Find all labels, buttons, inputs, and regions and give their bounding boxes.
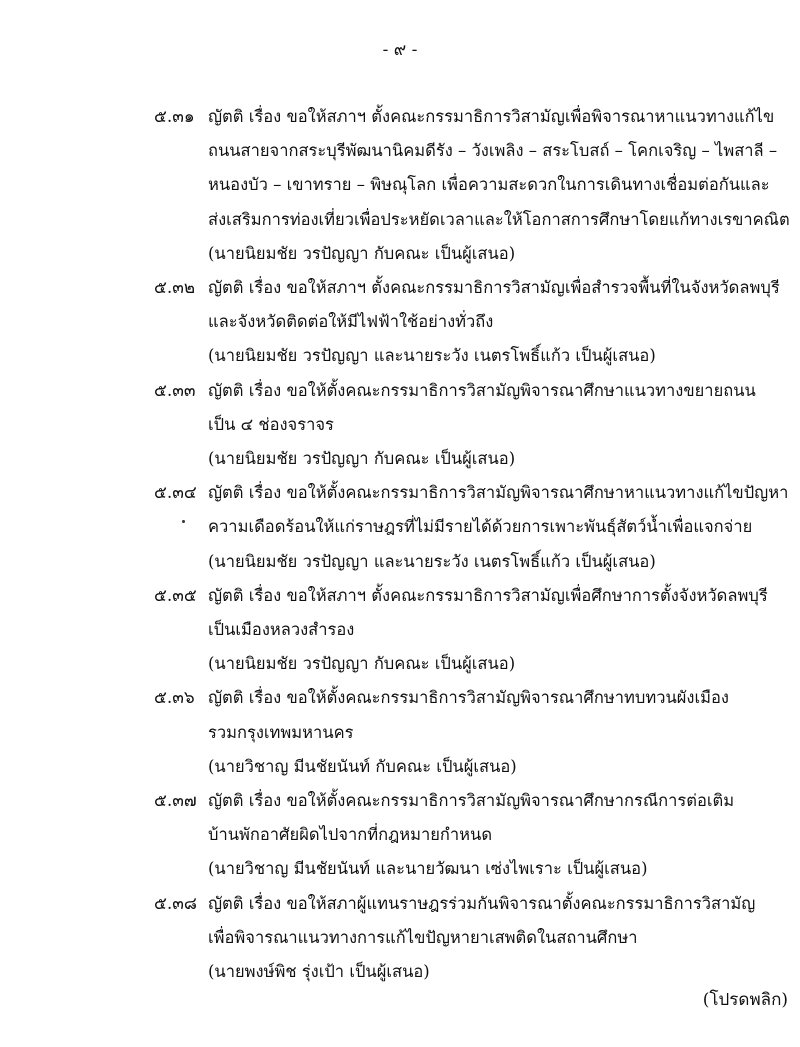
motion-text-line: ญัตติ เรื่อง ขอให้ตั้งคณะกรรมาธิการวิสามัญพิจารณาศึกษาทบทวนผังเมือง — [208, 688, 729, 708]
motion-item — [0, 887, 800, 990]
motion-text-line: ญัตติ เรื่อง ขอให้สภาฯ ตั้งคณะกรรมาธิการวิสามัญเพื่อศึกษาการตั้งจังหวัดลพบุรี — [208, 585, 768, 605]
motion-text-line: ถนนสายจากสระบุรีพัฒนานิคมดีรัง – วังเพลิง – สระโบสถ์ – โคกเจริญ – ไพสาลี – — [208, 141, 778, 161]
motion-text-line: ญัตติ เรื่อง ขอให้ตั้งคณะกรรมาธิการวิสามัญพิจารณาศึกษาหาแนวทางแก้ไขปัญหา — [208, 483, 789, 503]
motion-number: ๕.๓๔ — [154, 483, 197, 504]
scan-speck — [182, 520, 185, 523]
motion-item — [0, 784, 800, 887]
motion-proposer: (นายนิยมชัย วรปัญญา กับคณะ เป็นผู้เสนอ) — [208, 449, 516, 469]
motion-text-line: ญัตติ เรื่อง ขอให้ตั้งคณะกรรมาธิการวิสามัญพิจารณาศึกษากรณีการต่อเติม — [208, 791, 735, 811]
motion-body — [208, 887, 768, 990]
motion-body — [208, 374, 768, 477]
motion-proposer: (นายนิยมชัย วรปัญญา กับคณะ เป็นผู้เสนอ) — [208, 243, 516, 263]
motion-number: ๕.๓๒ — [154, 278, 196, 299]
motion-number: ๕.๓๖ — [154, 688, 195, 709]
motion-proposer: (นายนิยมชัย วรปัญญา และนายระวัง เนตรโพธิ์แก้ว เป็นผู้เสนอ) — [208, 346, 656, 366]
motion-text-line: และจังหวัดติดต่อให้มีไฟฟ้าใช้อย่างทั่วถึง — [208, 312, 494, 332]
motion-item — [0, 681, 800, 784]
motion-text-line: ญัตติ เรื่อง ขอให้สภาฯ ตั้งคณะกรรมาธิการวิสามัญเพื่อพิจารณาหาแนวทางแก้ไข — [208, 107, 775, 126]
motion-text-line: หนองบัว – เขาทราย – พิษณุโลก เพื่อความสะดวกในการเดินทางเชื่อมต่อกันและ — [208, 175, 770, 195]
motion-number: ๕.๓๓ — [154, 380, 196, 401]
motion-text-line: ส่งเสริมการท่องเที่ยวเพื่อประหยัดเวลาและให้โอกาสการศึกษาโดยแก้ทางเรขาคณิต — [208, 209, 790, 229]
motion-item — [0, 476, 800, 579]
motion-text-line: รวมกรุงเทพมหานคร — [208, 722, 354, 742]
motion-number: ๕.๓๑ — [154, 107, 195, 127]
motion-text-line: ความเดือดร้อนให้แก่ราษฎรที่ไม่มีรายได้ด้วยการเพาะพันธุ์สัตว์น้ำเพื่อแจกจ่าย — [208, 517, 753, 537]
motion-number: ๕.๓๕ — [154, 585, 197, 606]
motion-number: ๕.๓๗ — [154, 791, 197, 812]
motion-item — [0, 374, 800, 477]
motion-text-line: เป็นเมืองหลวงสำรอง — [208, 620, 355, 640]
motion-body — [208, 476, 789, 579]
motion-text-line: บ้านพักอาศัยผิดไปจากที่กฎหมายกำหนด — [208, 825, 493, 845]
motion-proposer: (นายวิชาญ มีนชัยนันท์ กับคณะ เป็นผู้เสนอ) — [208, 756, 517, 776]
motion-text-line: ญัตติ เรื่อง ขอให้สภาผู้แทนราษฎรร่วมกันพิจารณาตั้งคณะกรรมาธิการวิสามัญ — [208, 893, 756, 913]
motion-body — [208, 100, 790, 271]
motion-proposer: (นายนิยมชัย วรปัญญา และนายระวัง เนตรโพธิ์แก้ว เป็นผู้เสนอ) — [208, 551, 656, 571]
motion-proposer: (นายวิชาญ มีนชัยนันท์ และนายวัฒนา เซ่งไพเราะ เป็นผู้เสนอ) — [208, 859, 648, 879]
motion-text-line: เป็น ๔ ช่องจราจร — [208, 414, 334, 434]
motion-item — [0, 271, 800, 374]
motion-proposer: (นายนิยมชัย วรปัญญา กับคณะ เป็นผู้เสนอ) — [208, 654, 516, 674]
motion-body — [208, 784, 768, 887]
motion-proposer: (นายพงษ์พิช รุ่งเป้า เป็นผู้เสนอ) — [208, 962, 430, 982]
motion-item — [0, 100, 800, 271]
motion-body — [208, 271, 780, 374]
motion-item — [0, 579, 800, 682]
motion-number: ๕.๓๘ — [154, 893, 198, 914]
motion-text-line: เพื่อพิจารณาแนวทางการแก้ไขปัญหายาเสพติดในสถานศึกษา — [208, 927, 638, 947]
page-number: - ๙ - — [382, 40, 418, 60]
motion-text-line: ญัตติ เรื่อง ขอให้ตั้งคณะกรรมาธิการวิสามัญพิจารณาศึกษาแนวทางขยายถนน — [208, 380, 756, 400]
motion-body — [208, 579, 768, 682]
motion-text-line: ญัตติ เรื่อง ขอให้สภาฯ ตั้งคณะกรรมาธิการวิสามัญเพื่อสำรวจพื้นที่ในจังหวัดลพบุรี — [208, 278, 780, 298]
turn-page-note: (โปรดพลิก) — [702, 990, 788, 1010]
motion-list — [0, 100, 800, 989]
motion-body — [208, 681, 768, 784]
